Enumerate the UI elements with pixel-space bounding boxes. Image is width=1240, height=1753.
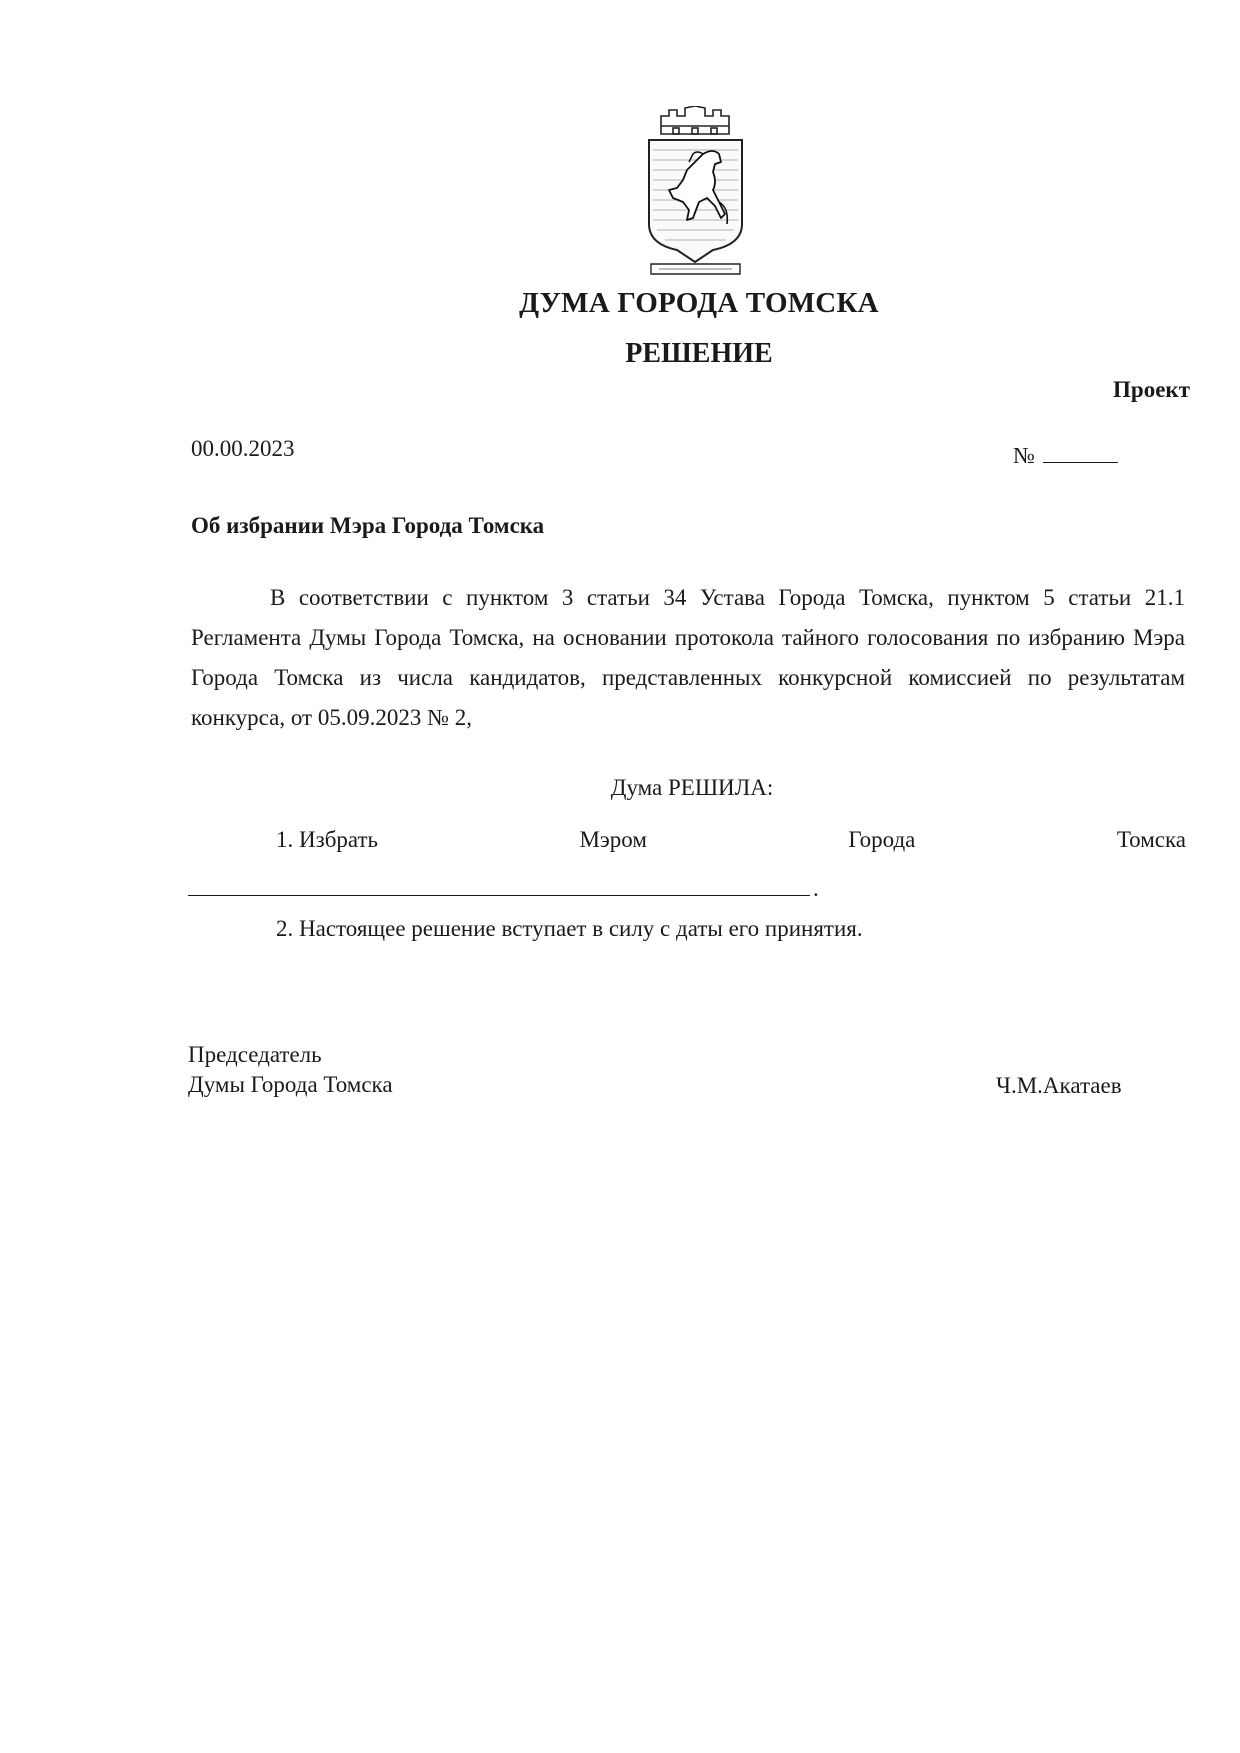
mayor-name-blank [188,895,810,896]
document-date: 00.00.2023 [191,436,295,461]
signatory-title-line: Думы Города Томска [188,1072,393,1097]
item-1-word: Томска [1116,827,1186,852]
document-type-heading: РЕШЕНИЕ [625,338,773,369]
organization-title: ДУМА ГОРОДА ТОМСКА [519,287,879,319]
signatory-title-line: Председатель [188,1042,322,1067]
draft-mark: Проект [1113,377,1190,402]
document-subject: Об избрании Мэра Города Томска [191,513,545,538]
resolved-heading: Дума РЕШИЛА: [610,775,774,800]
number-blank [1043,440,1118,463]
preamble-paragraph: В соответствии с пунктом 3 статьи 34 Устава Города Томска, пунктом 5 статьи 21.1 Регламента Думы Города Томска, на основании протокола тайного голосования по избранию Мэра Города Томска из числа кандидатов, представленных конкурсной комиссией по результатам конкурса, от 05.09.2023 № 2, [191,585,1185,730]
number-label: № [1013,443,1035,468]
signatory-name: Ч.М.Акатаев [996,1073,1122,1098]
item-1-line [276,827,1186,853]
signatory-title [188,1040,393,1100]
item-1-word: Города [848,827,916,852]
tomsk-coat-of-arms-icon [643,106,748,276]
item-2: 2. Настоящее решение вступает в силу с даты его принятия. [276,916,863,941]
item-1-word: Мэром [579,827,647,852]
item-1-word: 1. Избрать [276,827,379,852]
item-1-end: . [813,876,819,901]
document-number [1013,440,1118,469]
